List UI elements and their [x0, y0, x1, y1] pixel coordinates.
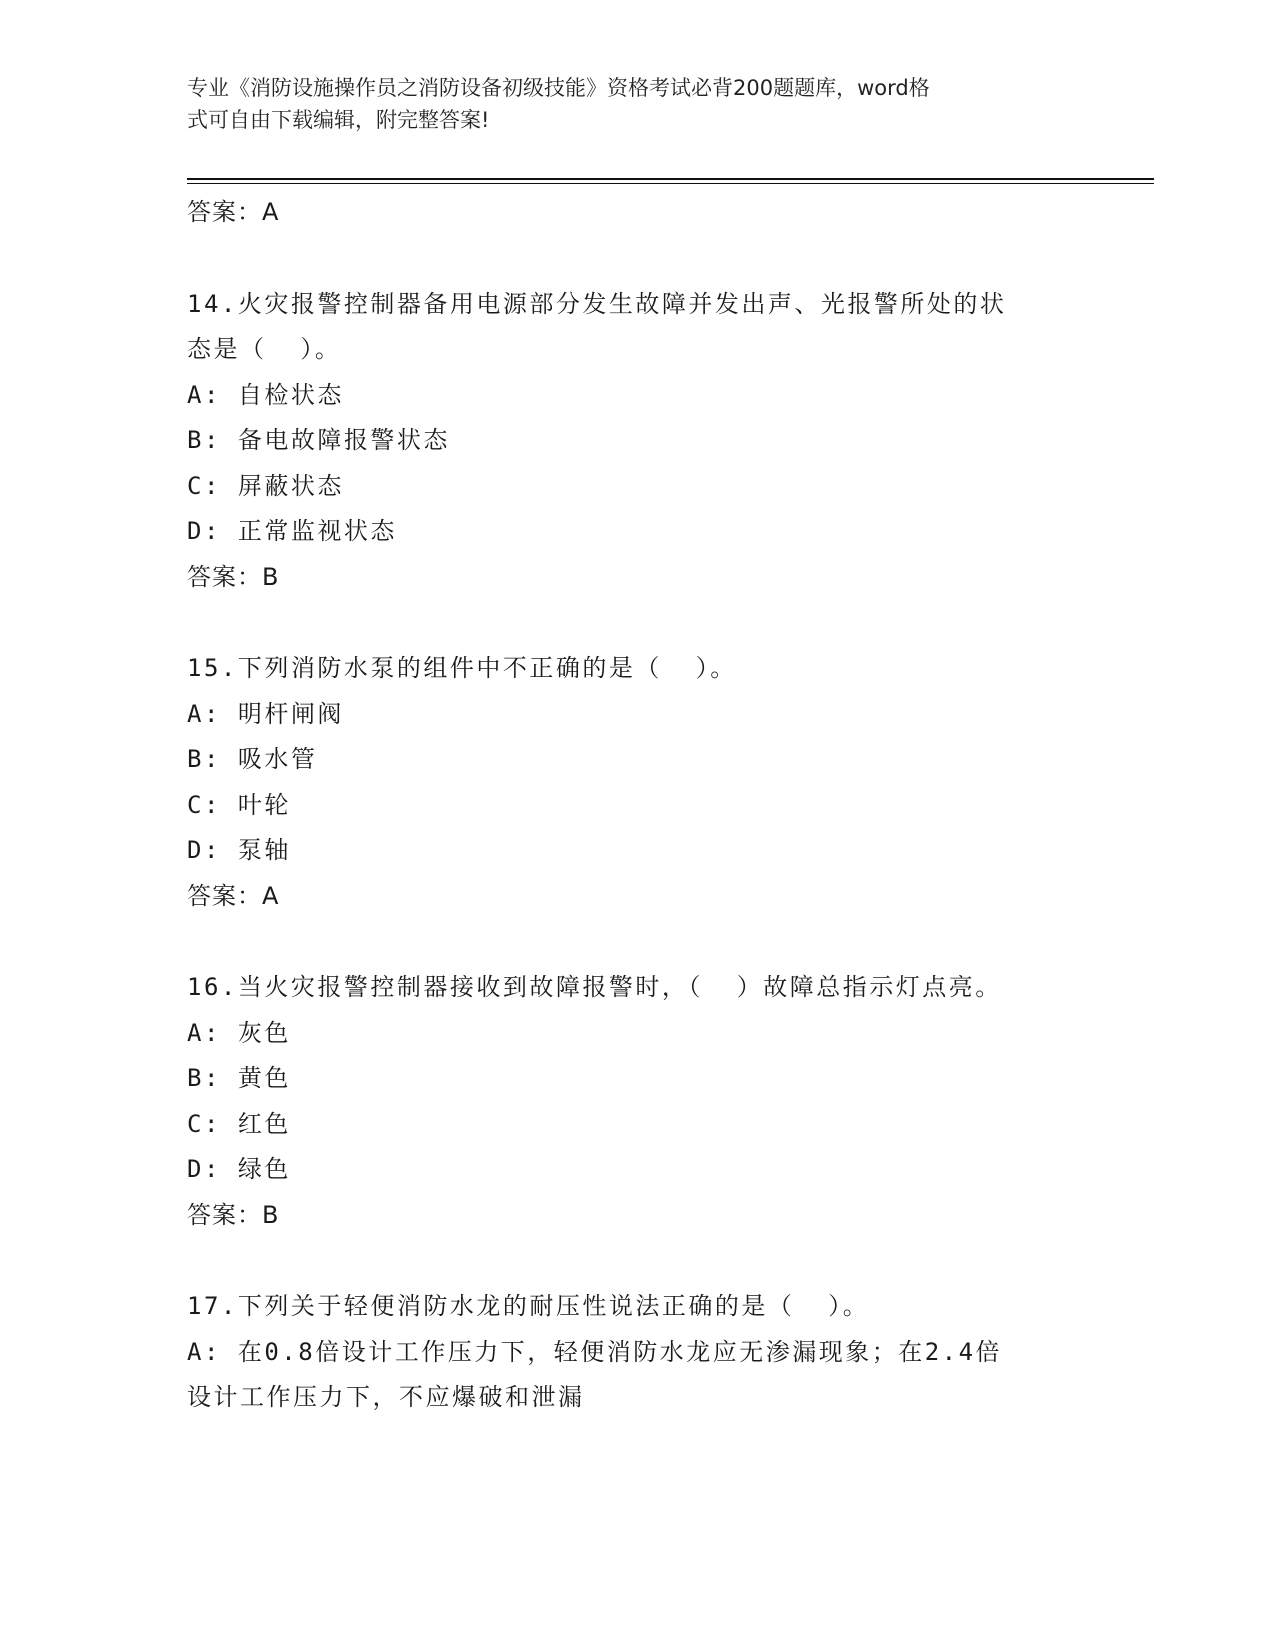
option-a: A: 自检状态 — [187, 380, 344, 409]
option-a: A: 明杆闸阀 — [187, 699, 344, 728]
question-17 — [187, 1284, 1087, 1421]
option-d: D: 泵轴 — [187, 836, 291, 864]
header-line-1: 专业《消防设施操作员之消防设备初级技能》资格考试必背200题题库，word格 — [187, 76, 930, 100]
header-rule-thin — [187, 183, 1154, 184]
option-a-continued: 设计工作压力下，不应爆破和泄漏 — [187, 1383, 585, 1411]
option-c: C: 红色 — [187, 1109, 291, 1138]
question-14 — [187, 282, 1087, 601]
question-16 — [187, 965, 1087, 1238]
option-a: A: 灰色 — [187, 1018, 291, 1047]
header-line-2: 式可自由下载编辑，附完整答案! — [187, 108, 490, 132]
question-text-line: 15.下列消防水泵的组件中不正确的是（ ）。 — [187, 654, 737, 682]
page-header — [187, 72, 1067, 136]
document-content — [187, 190, 1087, 1421]
option-d: D: 绿色 — [187, 1155, 291, 1183]
question-text-line: 14.火灾报警控制器备用电源部分发生故障并发出声、光报警所处的状 — [187, 289, 1007, 318]
question-15 — [187, 646, 1087, 919]
header-rule-thick — [187, 178, 1154, 180]
option-b: B: 吸水管 — [187, 745, 318, 773]
answer-line: 答案：B — [187, 562, 280, 591]
option-c: C: 屏蔽状态 — [187, 471, 344, 500]
question-text-line: 17.下列关于轻便消防水龙的耐压性说法正确的是（ ）。 — [187, 1292, 870, 1320]
question-text-line: 16.当火灾报警控制器接收到故障报警时，（ ）故障总指示灯点亮。 — [187, 973, 1002, 1001]
answer-line: 答案：B — [187, 1200, 280, 1229]
option-b: B: 黄色 — [187, 1064, 291, 1092]
option-d: D: 正常监视状态 — [187, 517, 397, 545]
question-text-line: 态是（ ）。 — [187, 335, 342, 363]
option-c: C: 叶轮 — [187, 790, 291, 819]
answer-line: 答案：A — [187, 881, 280, 910]
option-a: A: 在0.8倍设计工作压力下，轻便消防水龙应无渗漏现象；在2.4倍 — [187, 1337, 1003, 1366]
option-b: B: 备电故障报警状态 — [187, 426, 450, 454]
answer-line: 答案：A — [187, 198, 280, 226]
